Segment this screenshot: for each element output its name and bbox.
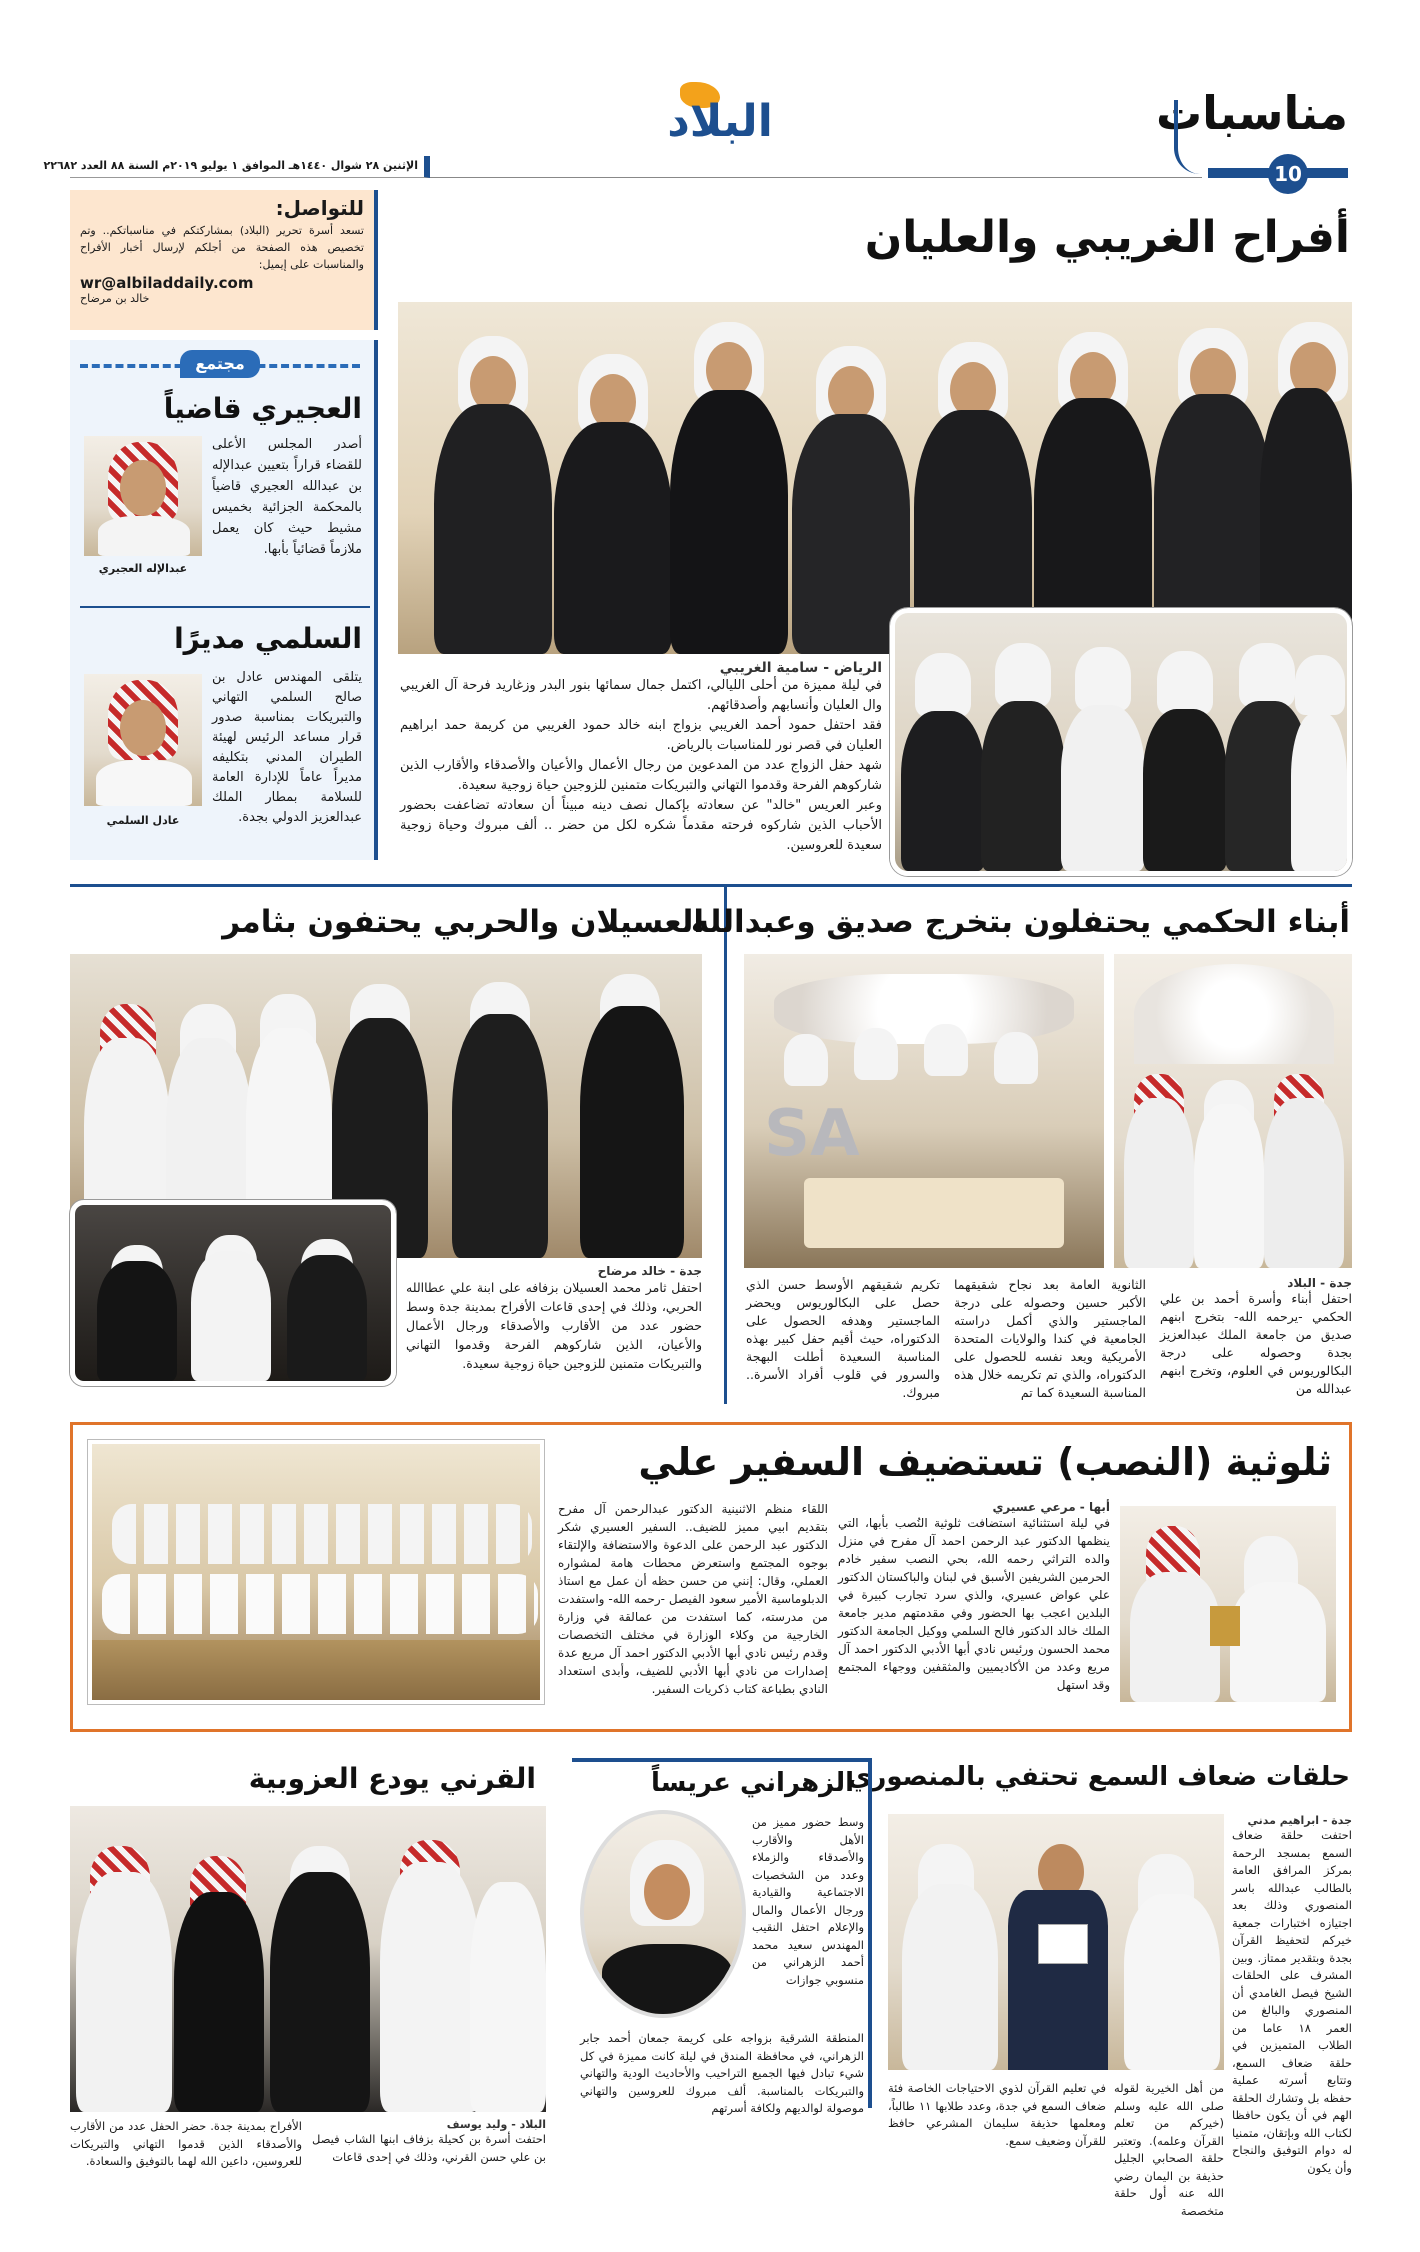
community-item-2-text: يتلقى المهندس عادل بن صالح السلمي التهاني والتبريكات بمناسبة صدور قرار مساعد الرئيس لهيئة الطيران المدني بتكليفه مديراً عاماً للإدارة العامة للسلامة بمطار الملك عبدالعزيز الدولي بجدة. <box>212 670 362 825</box>
hakami-col3: تكريم شقيقهم الأوسط حسن الذي حصل على البكالوريوس ويحضر الماجستير وهدفه الحصول على الدكتوراه، حيث أقيم حفل كبير بهذه المناسبة السعيدة أطلت البهجة والسرور في قلوب أفراد الأسرة.. مبروك. <box>746 1277 940 1400</box>
section-title: مناسبات <box>1155 86 1348 140</box>
hakami-photo-left <box>744 954 1104 1268</box>
zahrani-col1: وسط حضور مميز من الأهل والأقارب والأصدقاء والزملاء وعدد من الشخصيات الاجتماعية والقيادية ورجال الأعمال والمال والإعلام احتفل النقيب المهندس سعيد محمد أحمد الزهراني من منسوبي جوازات <box>752 1815 864 1987</box>
thulothiya-photo-right <box>1120 1506 1336 1702</box>
contact-editor: خالد بن مرضاح <box>80 292 150 305</box>
letter-balloon-icon: SA <box>764 1097 860 1171</box>
main-story-headline: أفراح الغريبي والعليان <box>864 212 1350 263</box>
middle-vertical-rule <box>724 884 727 1404</box>
community-badge: مجتمع <box>180 350 260 378</box>
qarni-body <box>70 2118 546 2238</box>
main-story-byline: الرياض - سامية الغريبي <box>719 660 882 676</box>
osailan-inset-photo <box>70 1200 396 1386</box>
community-column <box>70 340 378 860</box>
page-number-badge: 10 <box>1268 154 1308 194</box>
main-story-p3: شهد حفل الزواج عدد من المدعوين من رجال الأعمال والأعيان والأصدقاء والأقارب الذين شاركوهم الفرحة وقدموا التهاني والتبريكات متمنين للزوجين حياة زوجية سعيدة. <box>400 758 882 793</box>
thulothiya-body <box>558 1500 1110 1720</box>
main-story-p2: فقد احتفل حمود أحمد الغريبي بزواج ابنه خالد حمود الغريبي من كريمة حمد ابراهيم العليان في قصر نور للمناسبات بالرياض. <box>400 718 882 753</box>
thulothiya-group-photo <box>88 1440 544 1704</box>
community-divider <box>80 606 370 608</box>
section-title-curve <box>1174 100 1200 174</box>
community-header <box>70 350 370 380</box>
newspaper-logo <box>660 82 780 154</box>
dateline: الإثنين ٢٨ شوال ١٤٤٠هـ الموافق ١ يوليو ٢٠١٩م السنة ٨٨ العدد ٢٢٦٨٢ <box>43 159 418 172</box>
contact-email[interactable]: wr@albiladdaily.com <box>80 274 254 292</box>
contact-box <box>70 190 378 330</box>
masthead-rule <box>430 177 1202 178</box>
thulothiya-byline: أبها - مرعي عسيري <box>992 1500 1110 1514</box>
main-story-p4: وعبر العريس "خالد" عن سعادته بإكمال نصف دينه مبيناً أن سعادته تضاعفت بحضور الأحباب الذين شاركوه فرحته مقدماً شكره لكل من حضر .. ألف مبروك وحياة زوجية سعيدة للعروسين. <box>400 798 882 853</box>
community-item-2-caption: عادل السلمي <box>106 814 180 827</box>
main-story-inset-photo <box>890 608 1352 876</box>
community-item-1-photo <box>84 436 202 556</box>
osailan-headline: العسيلان والحربي يحتفون بثامر <box>222 904 704 940</box>
zahrani-col2: المنطقة الشرقية بزواجه على كريمة جمعان أحمد جابر الزهراني، في محافظة المندق في ليلة كانت مميزة في كل شيء تبادل فيها الجميع التراحيب والأحاديث الودية والتهاني والتبريكات بالمناسبة. ألف مبروك للعروسين والتهاني موصولة لوالديهم ولكافة أسرتهم <box>580 2031 864 2115</box>
qarni-headline: القرني يودع العزوبية <box>248 1762 536 1795</box>
hakami-col1: احتفل أبناء وأسرة أحمد بن علي الحكمي -يرحمه الله- بتخرج ابنهم صديق من جامعة الملك عبدالعزيز بجدة وحصوله على درجة البكالوريوس في العلوم، وتخرج ابنهم عبدالله من <box>1160 1291 1352 1396</box>
qarni-photo <box>70 1806 546 2112</box>
community-item-1-caption: عبدالإله العجيري <box>98 562 188 575</box>
samaa-col1-text: احتفت حلقة ضعاف السمع بمسجد الرحمة بمركز المرافق العامة بالطالب عبدالله باسر المنصوري وذلك بعد اجتيازه اختبارات جمعية خيركم لتحفيظ القرآن بجدة وبتقدير ممتاز. وبين المشرف على الحلقات الشيخ فيصل الغامدي أن المنصوري والبالغ من العمر ١٨ عاما من الطلاب المتميزين في حلقة ضعاف السمع، وتتابع أسرته عملية حفظه بل وتشارك الحلقة الهم في أن يكون حافظا لكتاب الله وبإتقان، متمنيا له دوام التوفيق والنجاح وأن يكون <box>1232 1828 1352 2175</box>
zahrani-headline: الزهراني عريساً <box>651 1768 854 1798</box>
hakami-body <box>744 1276 1352 1400</box>
qarni-col1: احتفت أسرة بن كحيلة بزفاف ابنها الشاب فيصل بن علي حسن القرني، وذلك في إحدى قاعات <box>312 2132 546 2164</box>
samaa-byline: جدة - ابراهيم مدني <box>1247 1814 1352 1827</box>
samaa-col2: من أهل الخيرية لقوله صلى الله عليه وسلم (خيركم من تعلم القرآن وعلمه). وتعتبر حلقة الصحابي الجليل حذيفة بن اليمان رضي الله عنه أول حلقة متخصصة <box>1114 2081 1224 2218</box>
contact-title: للتواصل: <box>275 196 364 220</box>
community-item-1-title: العجيري قاضياً <box>163 392 362 425</box>
qarni-col2: الأفراح بمدينة جدة. حضر الحفل عدد من الأقارب والأصدقاء الذين قدموا التهاني والتبريكات للعروسين، داعين الله لهما بالتوفيق والسعادة. <box>70 2119 302 2168</box>
community-item-2-photo <box>84 674 202 806</box>
main-story-body <box>400 660 882 856</box>
main-story-p1: في ليلة مميزة من أحلى الليالي، اكتمل جمال سمائها بنور البدر وزغاريد فرحة آل الغريبي وال العليان وأنسابهم وأصدقائهم. <box>400 678 882 713</box>
masthead <box>0 0 1420 190</box>
hakami-byline: جدة - البلاد <box>1287 1276 1352 1290</box>
top-section-rule <box>70 884 1352 887</box>
thulothiya-col1: في ليلة استثنائية استضافت ثلوثية النُصب بأبها، التي ينظمها الدكتور عبد الرحمن احمد آل مفرح في منزل والده التراثي رحمه الله، بحي النصب سفير خادم الحرمين الشريفين الأسبق في لبنان والباكستان الدكتور علي عواض عسيري، والذي سرد تجارب كبيرة في البلدين اعجب بها الحضور وفي مقدمتهم مدير جامعة الملك خالد الدكتور فالح السلمي ووكيل الجامعة الدكتور محمد الحسون ورئيس نادي أبها الأدبي الدكتور احمد آل مريع وعدد من الأكاديميين والمثقفين ووجهاء المجتمع وقد استهل <box>838 1516 1110 1692</box>
community-item-1-text: أصدر المجلس الأعلى للقضاء قراراً بتعيين عبدالإله بن عبدالله العجيري قاضياً بالمحكمة الجزائية بخميس مشيط حيث كان يعمل ملازماً قضائياً بأبها. <box>212 437 362 557</box>
main-story-photo <box>398 302 1352 654</box>
qarni-byline: البلاد - وليد يوسف <box>446 2118 546 2131</box>
hakami-photo-right <box>1114 954 1352 1268</box>
zahrani-photo <box>580 1810 746 2018</box>
osailan-text: احتفل ثامر محمد العسيلان بزفافه على ابنة علي عطاالله الحربي، وذلك في إحدى قاعات الأفراح بمدينة جدة وسط حضور عدد من الأقارب والأصدقاء ورجال الأعمال والأعيان، الذين شاركوهم الفرحة وقدموا التهاني والتبريكات متمنين للزوجين حياة زوجية سعيدة. <box>406 1280 702 1371</box>
osailan-byline: جدة - خالد مرضاح <box>597 1264 702 1278</box>
samaa-photo <box>888 1814 1224 2070</box>
hakami-col2: الثانوية العامة بعد نجاح شقيقهما الأكبر حسين وحصوله على درجة الماجستير والذي أكمل دراسته الجامعية في كندا والولايات المتحدة الأمريكية ويعد نفسه للحصول على الدكتوراه، والذي تم تكريمه خلال هذه المناسبة السعيدة كما تم <box>954 1277 1146 1400</box>
samaa-col3: في تعليم القرآن لذوي الاحتياجات الخاصة فئة ضعاف السمع في جدة، وعدد طلابها ١١ طالباً، ومعلمها حذيفة سليمان المشرعي حافظ للقرآن وضعيف سمع. <box>888 2081 1106 2148</box>
logo-text: البلاد <box>667 96 773 147</box>
dateline-bar <box>43 156 430 178</box>
community-item-2-title: السلمي مديرًا <box>174 622 362 655</box>
thulothiya-col2: اللقاء منظم الاثنينية الدكتور عبدالرحمن آل مفرح بتقديم ابيي مميز للضيف.. السفير العسيري شكر الدكتور عبد الرحمن على الدعوة والاستضافة والإلتقاء بوجوه المجتمع واستعرض محطات هامة لمشواره العملي، وقال: إنني من حسن حظه أن عمل مع استاذ الدبلوماسية الأمير سعود الفيصل -رحمه الله- واستفدت من مدرسته، كما استفدت من عمالقة في وزارة الخارجية من وكلاء الوزارة في مختلف التخصصات وقدم رئيس نادي أبها الأدبي الدكتور احمد آل مريع عدة إصدارات من نادي أبها الأدبي للضيف، وأبدى استعداد النادي بطباعة كتاب ذكريات السفير. <box>558 1502 828 1696</box>
thulothiya-headline: ثلوثية (النصب) تستضيف السفير علي <box>638 1440 1332 1484</box>
contact-text: تسعد أسرة تحرير (البلاد) بمشاركتكم في مناسباتكم.. وتم تخصيص هذه الصفحة من أجلكم لإرسال أخبار الأفراح والمناسبات على إيميل: <box>80 224 364 271</box>
osailan-body <box>406 1264 702 1373</box>
samaa-headline: حلقات ضعاف السمع تحتفي بالمنصوري <box>847 1762 1350 1792</box>
samaa-col1 <box>1232 1814 1352 2177</box>
hakami-headline: أبناء الحكمي يحتفلون بتخرج صديق وعبدالله <box>690 904 1350 940</box>
